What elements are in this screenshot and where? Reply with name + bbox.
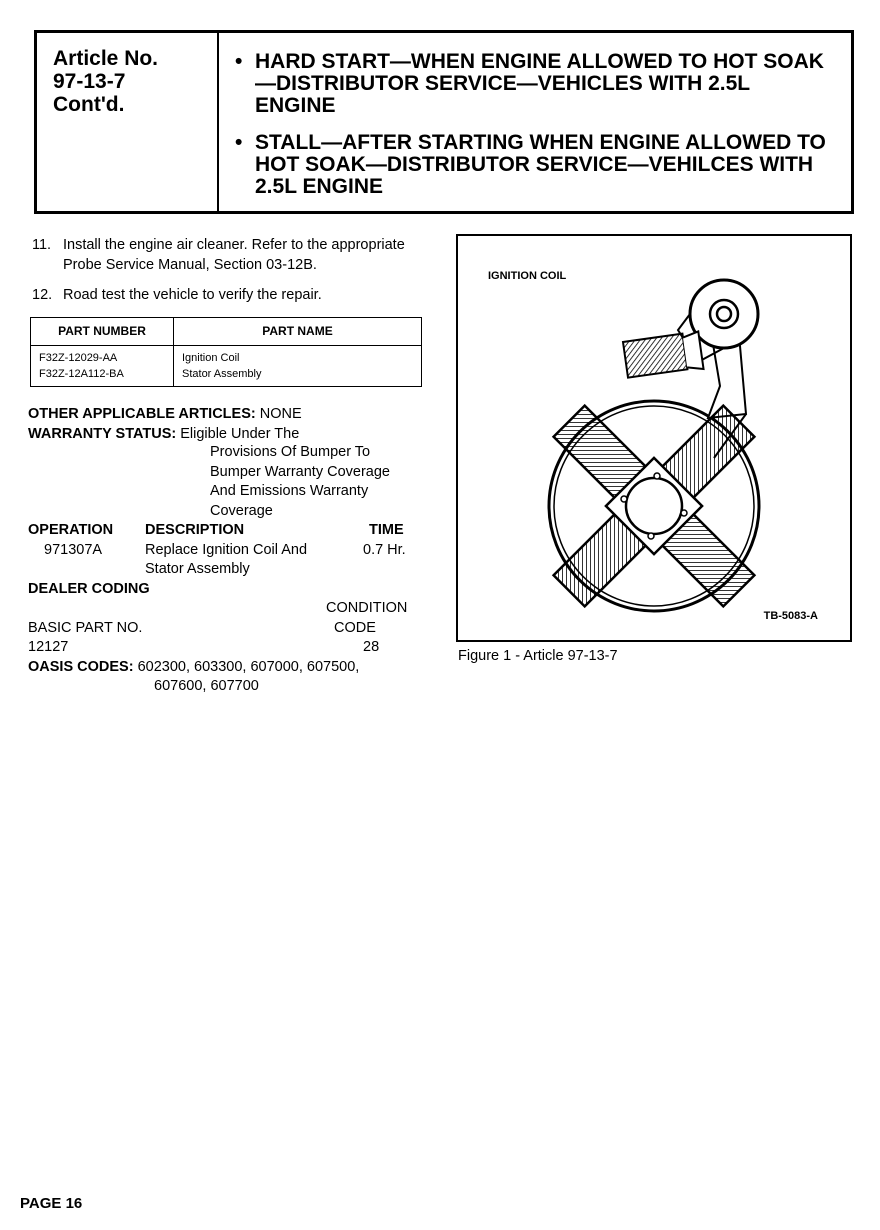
ignition-coil-stator-illustration <box>458 236 850 640</box>
table-row <box>31 346 422 387</box>
bullet-icon: • <box>235 131 243 154</box>
operation-description: Replace Ignition Coil And Stator Assembly <box>145 541 308 577</box>
figure-code: TB-5083-A <box>763 610 818 622</box>
page-number: PAGE 16 <box>20 1195 83 1212</box>
warranty-status: WARRANTY STATUS: Eligible Under The Provisions Of Bumper To Bumper Warranty Coverage And Emissions Warranty Coverage <box>28 425 428 522</box>
part-name-cell: Ignition Coil Stator Assembly <box>174 346 422 387</box>
other-articles: OTHER APPLICABLE ARTICLES: NONE <box>28 406 302 422</box>
figure-caption: Figure 1 - Article 97-13-7 <box>458 648 618 664</box>
step-11: 11. Install the engine air cleaner. Refer to the appropriate Probe Service Manual, Section 03-12B. <box>32 237 405 273</box>
part-number-cell: F32Z-12029-AA F32Z-12A112-BA <box>31 346 174 387</box>
warranty-details: Provisions Of Bumper To Bumper Warranty Coverage And Emissions Warranty Coverage <box>210 444 390 519</box>
basic-part-row: BASIC PART NO. CODE <box>28 619 376 636</box>
title-bullet-hard-start: • HARD START—WHEN ENGINE ALLOWED TO HOT SOAK—DISTRIBUTOR SERVICE—VEHICLES WITH 2.5L ENGINE <box>235 50 824 117</box>
figure-label: IGNITION COIL <box>488 270 567 282</box>
operation-row: 971307A Replace Ignition Coil And Stator Assembly 0.7 Hr. <box>28 541 428 580</box>
article-id-value: 97-13-7 <box>53 70 126 93</box>
parts-table <box>30 317 422 388</box>
title-bullet-stall: • STALL—AFTER STARTING WHEN ENGINE ALLOWED TO HOT SOAK—DISTRIBUTOR SERVICE—VEHILCES WITH 2.5L ENGINE <box>235 131 826 198</box>
part-name-header: PART NAME <box>174 317 422 346</box>
part-number-header: PART NUMBER <box>31 317 174 346</box>
operation-header: OPERATION DESCRIPTION TIME <box>28 522 404 538</box>
bullet-icon: • <box>235 50 243 73</box>
step-12: 12. Road test the vehicle to verify the repair. <box>32 287 322 303</box>
basic-part-values: 12127 28 <box>28 639 380 655</box>
article-label: Article No. <box>53 47 159 70</box>
header-divider <box>217 33 219 211</box>
figure-box <box>456 234 852 642</box>
dealer-coding-label: DEALER CODING <box>28 580 150 597</box>
oasis-codes: OASIS CODES: 602300, 603300, 607000, 607500, 607600, 607700 <box>28 658 360 694</box>
article-number <box>53 47 158 116</box>
article-header-box <box>34 30 854 214</box>
article-continued: Cont'd. <box>53 93 125 116</box>
condition-header: CONDITION <box>326 600 408 616</box>
article-titles <box>233 51 833 213</box>
procedure-column <box>28 236 428 697</box>
